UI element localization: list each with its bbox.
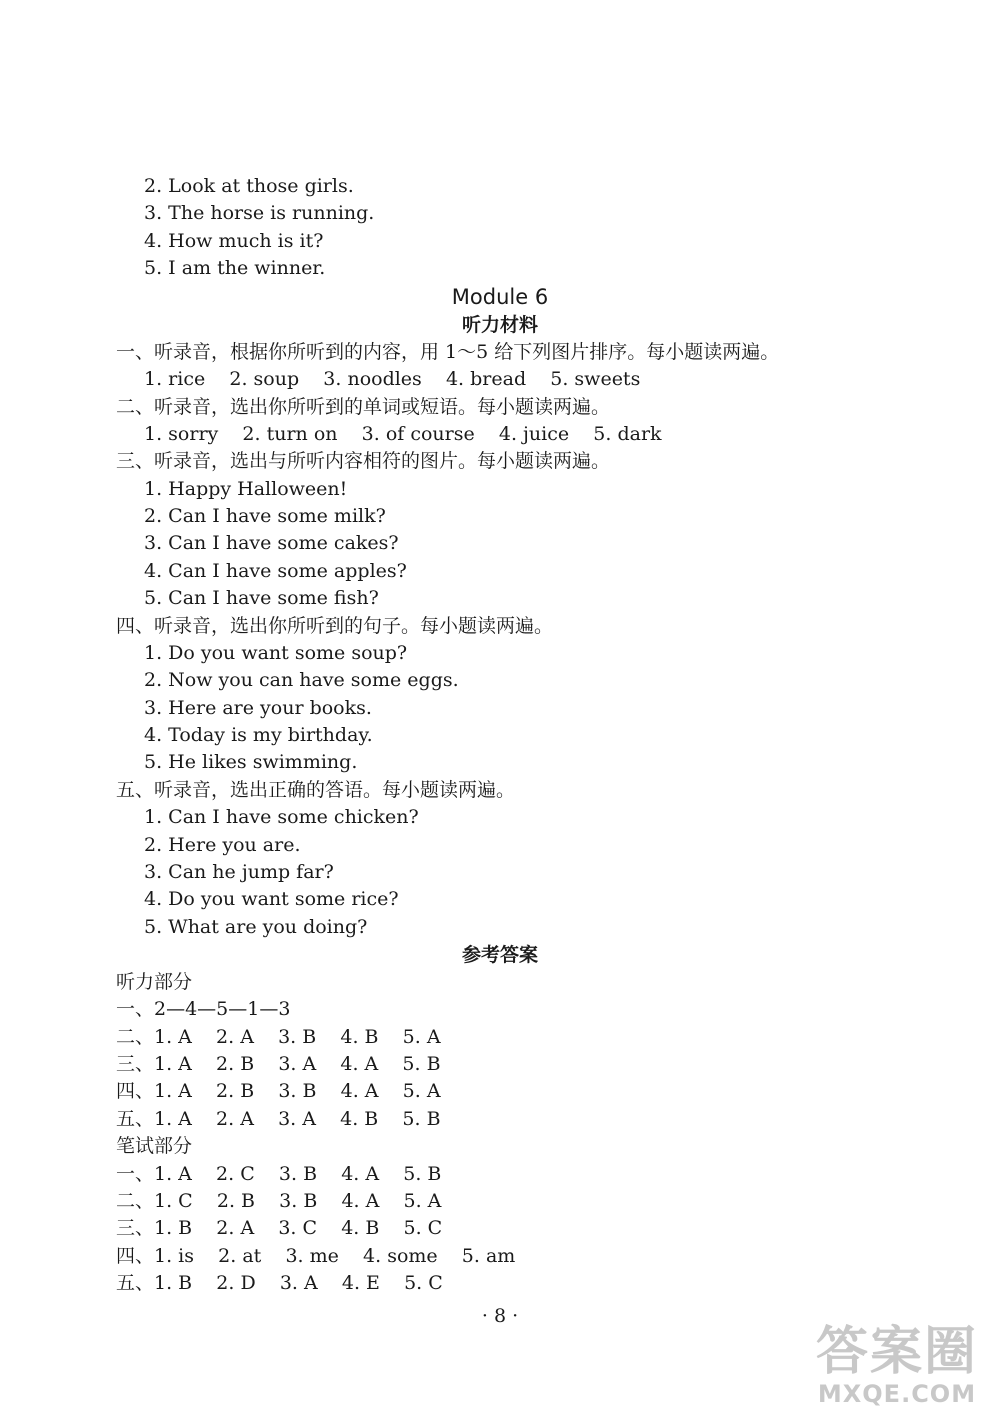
- section-heading: 五、听录音，选出正确的答语。每小题读两遍。: [116, 779, 516, 801]
- answer-line: 二、1. A 2. A 3. B 4. B 5. A: [116, 1026, 441, 1048]
- section-item: 4. Can I have some apples?: [144, 560, 407, 582]
- written-part-label: 笔试部分: [116, 1135, 193, 1157]
- answer-line: 四、1. is 2. at 3. me 4. some 5. am: [116, 1245, 516, 1267]
- section-item: 1. sorry 2. turn on 3. of course 4. juice 5. dark: [144, 423, 662, 445]
- text-line: 2. Look at those girls.: [144, 175, 354, 197]
- section-item: 3. Here are your books.: [144, 697, 372, 719]
- section-item: 5. Can I have some fish?: [144, 587, 379, 609]
- section-item: 3. Can he jump far?: [144, 861, 334, 883]
- section-item: 4. Do you want some rice?: [144, 888, 399, 910]
- answer-line: 三、1. A 2. B 3. A 4. A 5. B: [116, 1053, 441, 1075]
- listening-part-label: 听力部分: [116, 971, 193, 993]
- page-number: · 8 ·: [481, 1305, 519, 1327]
- text-line: 4. How much is it?: [144, 230, 324, 252]
- answer-line: 一、1. A 2. C 3. B 4. A 5. B: [116, 1163, 442, 1185]
- module-title: Module 6: [451, 285, 549, 309]
- section-item: 5. He likes swimming.: [144, 751, 358, 773]
- section-item: 3. Can I have some cakes?: [144, 532, 399, 554]
- section-item: 1. Can I have some chicken?: [144, 806, 419, 828]
- section-item: 5. What are you doing?: [144, 916, 368, 938]
- section-heading: 四、听录音，选出你所听到的句子。每小题读两遍。: [116, 615, 554, 637]
- watermark-logo-text: 答案圈: [815, 1322, 978, 1382]
- section-item: 2. Now you can have some eggs.: [144, 669, 459, 691]
- section-item: 2. Can I have some milk?: [144, 505, 386, 527]
- answer-line: 四、1. A 2. B 3. B 4. A 5. A: [116, 1080, 441, 1102]
- watermark-logo: [816, 1323, 978, 1407]
- listening-title: 听力材料: [461, 314, 538, 336]
- section-heading: 二、听录音，选出你所听到的单词或短语。每小题读两遍。: [116, 396, 611, 418]
- answer-line: 二、1. C 2. B 3. B 4. A 5. A: [116, 1190, 442, 1212]
- section-item: 4. Today is my birthday.: [144, 724, 373, 746]
- watermark-site-text: MXQE.COM: [817, 1380, 977, 1408]
- answer-line: 三、1. B 2. A 3. C 4. B 5. C: [116, 1217, 443, 1239]
- section-item: 1. Happy Halloween!: [144, 478, 348, 500]
- section-heading: 三、听录音，选出与所听内容相符的图片。每小题读两遍。: [116, 450, 611, 472]
- section-item: 2. Here you are.: [144, 834, 301, 856]
- answer-line: 五、1. B 2. D 3. A 4. E 5. C: [116, 1272, 443, 1294]
- answers-title: 参考答案: [461, 944, 538, 966]
- section-heading: 一、听录音，根据你所听到的内容，用 1～5 给下列图片排序。每小题读两遍。: [116, 341, 780, 363]
- section-item: 1. Do you want some soup?: [144, 642, 408, 664]
- text-line: 5. I am the winner.: [144, 257, 326, 279]
- answer-line: 一、2—4—5—1—3: [116, 998, 291, 1020]
- text-line: 3. The horse is running.: [144, 202, 375, 224]
- section-item: 1. rice 2. soup 3. noodles 4. bread 5. sweets: [144, 368, 641, 390]
- answer-line: 五、1. A 2. A 3. A 4. B 5. B: [116, 1108, 441, 1130]
